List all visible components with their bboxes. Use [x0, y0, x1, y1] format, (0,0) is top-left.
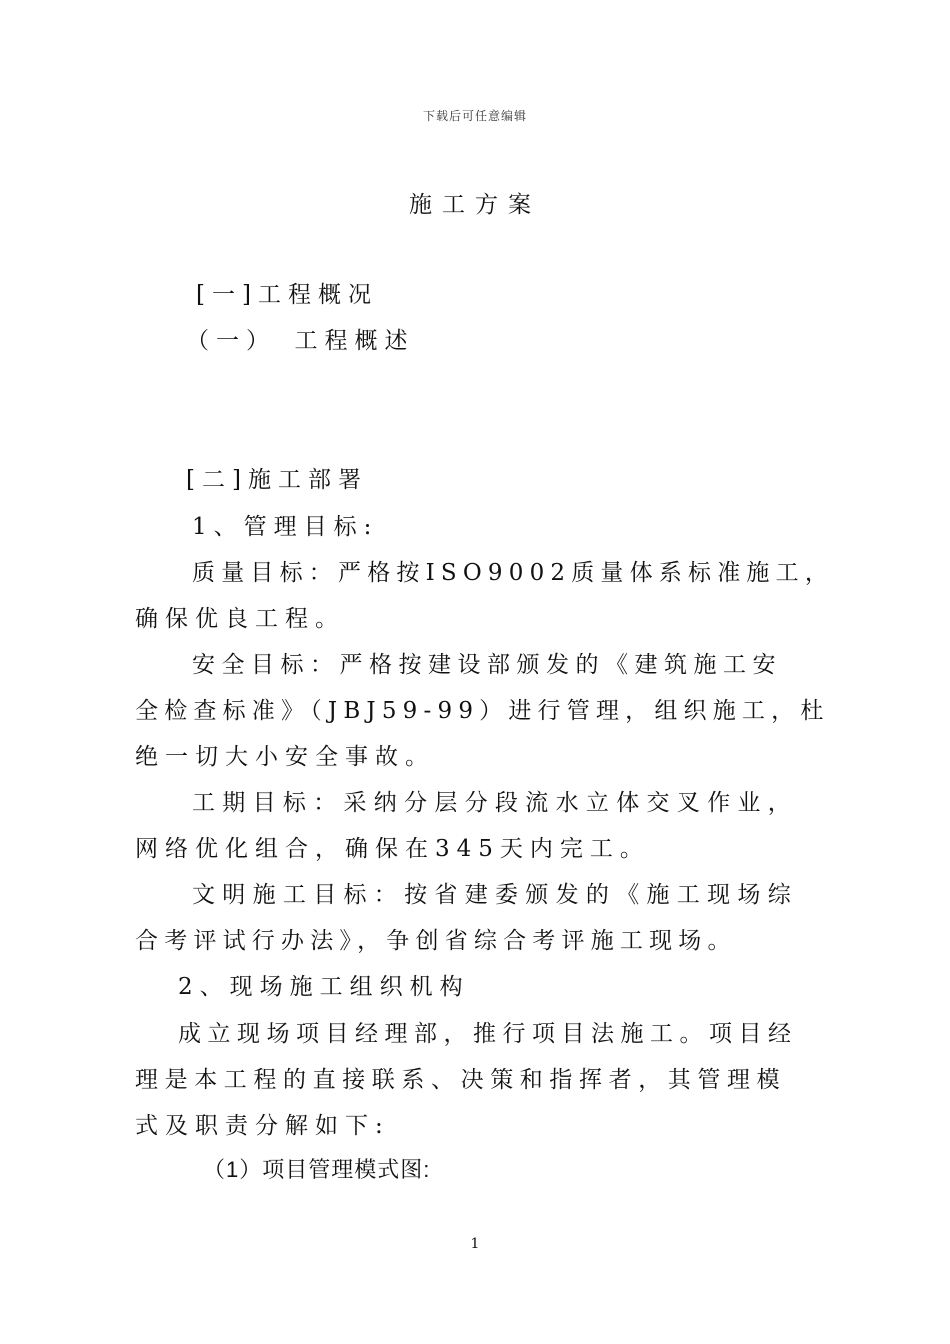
management-model-diagram-heading: （1）项目管理模式图: [203, 1157, 431, 1182]
quality-goal-line-2: 确保优良工程。 [135, 606, 345, 632]
subsection-heading-overview: （一） 工程概述 [186, 328, 415, 354]
civil-construction-goal-line-1: 文明施工目标：按省建委颁发的《施工现场综 [192, 882, 798, 908]
organization-paragraph-line-3: 式及职责分解如下: [135, 1113, 390, 1139]
item-site-organization: 2、现场施工组织机构 [178, 974, 470, 1000]
safety-goal-line-1: 安全目标：严格按建设部颁发的《建筑施工安 [192, 652, 782, 678]
safety-goal-line-3: 绝一切大小安全事故。 [135, 744, 435, 770]
page-number: 1 [470, 1236, 480, 1252]
header-note: 下载后可任意编辑 [422, 109, 527, 123]
quality-goal-line-1: 质量目标：严格按ISO9002质量体系标准施工， [192, 560, 835, 586]
schedule-goal-line-1: 工期目标：采纳分层分段流水立体交叉作业， [192, 790, 798, 816]
item-management-goals: 1、管理目标: [192, 514, 379, 540]
safety-goal-line-2: 全检查标准》（JBJ59-99）进行管理，组织施工，杜 [135, 698, 830, 724]
page-title: 施工方案 [409, 192, 541, 218]
civil-construction-goal-line-2: 合考评试行办法》，争创省综合考评施工现场。 [135, 928, 737, 954]
schedule-goal-line-2: 网络优化组合，确保在345天内完工。 [135, 836, 650, 862]
section-heading-overview: [一]工程概况 [196, 282, 378, 308]
organization-paragraph-line-2: 理是本工程的直接联系、决策和指挥者，其管理模 [135, 1067, 787, 1093]
organization-paragraph-line-1: 成立现场项目经理部，推行项目法施工。项目经 [178, 1021, 798, 1047]
section-heading-deployment: [二]施工部署 [186, 467, 368, 493]
